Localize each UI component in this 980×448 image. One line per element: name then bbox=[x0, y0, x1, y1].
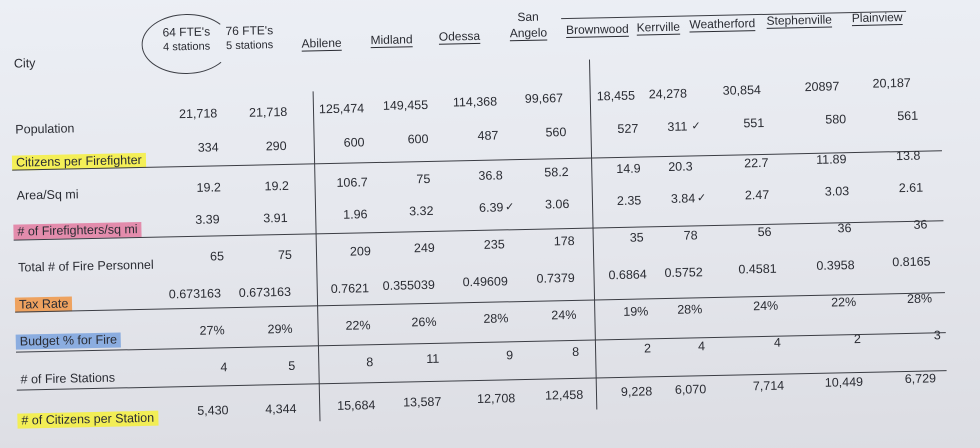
cell-personnel-weatherford: 56 bbox=[757, 224, 772, 240]
cell-budget-weatherford: 24% bbox=[753, 298, 779, 314]
cell-population-stephenville: 20897 bbox=[804, 79, 840, 95]
cell-budget-abilene: 22% bbox=[345, 318, 371, 333]
cell-tax-abilene: 0.7621 bbox=[330, 281, 370, 297]
cell-budget-plainview: 28% bbox=[906, 291, 933, 306]
header-col-2-line2: 5 stations bbox=[225, 39, 274, 53]
cell-area-weatherford: 22.7 bbox=[744, 155, 769, 171]
cell-population-weatherford: 30,854 bbox=[722, 82, 762, 98]
cell-personnel-plainview: 36 bbox=[913, 217, 928, 232]
cell-tax-kerrville: 0.5752 bbox=[664, 265, 703, 281]
cell-budget-2: 29% bbox=[267, 321, 293, 337]
header-kerrville: Kerrville bbox=[636, 19, 681, 35]
cell-cpf-plainview: 561 bbox=[897, 108, 919, 124]
cell-area-midland: 75 bbox=[416, 171, 431, 187]
city-header: City bbox=[13, 56, 36, 71]
cell-population-kerrville: 24,278 bbox=[648, 86, 688, 102]
checkmark-icon: ✓ bbox=[696, 192, 707, 205]
header-brownwood: Brownwood bbox=[565, 21, 629, 38]
cell-ffsq-plainview: 2.61 bbox=[898, 180, 924, 196]
cell-stations-plainview: 3 bbox=[933, 328, 941, 343]
cell-cps-odessa: 12,708 bbox=[476, 391, 516, 406]
header-col-2-line1: 76 FTE's bbox=[225, 23, 274, 39]
cell-cps-plainview: 6,729 bbox=[904, 371, 937, 387]
cell-tax-1: 0.673163 bbox=[168, 286, 222, 302]
cell-tax-stephenville: 0.3958 bbox=[816, 258, 855, 273]
cell-cpf-1: 334 bbox=[197, 140, 219, 155]
cell-personnel-odessa: 235 bbox=[483, 237, 505, 252]
cell-cps-1: 5,430 bbox=[197, 403, 229, 418]
row-rule-3 bbox=[15, 292, 945, 313]
header-odessa: Odessa bbox=[438, 28, 481, 44]
row-label-population: Population bbox=[15, 121, 75, 137]
cell-budget-midland: 26% bbox=[411, 314, 437, 330]
row-label-citizens-per-station: # of Citizens per Station bbox=[17, 411, 158, 428]
cell-cps-brownwood: 9,228 bbox=[620, 384, 653, 399]
row-label-fire-stations: # of Fire Stations bbox=[20, 370, 116, 387]
cell-cpf-stephenville: 580 bbox=[825, 112, 847, 127]
cell-area-2: 19.2 bbox=[264, 178, 290, 194]
cell-cps-weatherford: 7,714 bbox=[752, 378, 785, 394]
cell-cps-kerrville: 6,070 bbox=[674, 382, 707, 397]
cell-stations-kerrville: 4 bbox=[697, 339, 706, 354]
cell-ffsq-midland: 3.32 bbox=[408, 203, 434, 219]
cell-tax-2: 0.673163 bbox=[238, 284, 292, 300]
cell-area-kerrville: 20.3 bbox=[668, 159, 693, 174]
cell-area-brownwood: 14.9 bbox=[616, 161, 641, 177]
header-stephenville: Stephenville bbox=[766, 12, 833, 28]
cell-budget-san-angelo: 24% bbox=[551, 307, 577, 323]
cell-tax-weatherford: 0.4581 bbox=[738, 261, 777, 277]
cell-population-san-angelo: 99,667 bbox=[524, 91, 564, 106]
header-san-angelo-line1: San bbox=[517, 9, 539, 25]
cell-personnel-kerrville: 78 bbox=[683, 228, 698, 243]
cell-cpf-midland: 600 bbox=[407, 131, 429, 147]
cell-area-abilene: 106.7 bbox=[336, 175, 368, 190]
header-col-1-line2: 4 stations bbox=[162, 40, 211, 54]
row-label-firefighters-per-sq-mi: # of Firefighters/sq mi bbox=[13, 222, 141, 239]
row-label-citizens-per-firefighter: Citizens per Firefighter bbox=[12, 153, 146, 170]
header-abilene: Abilene bbox=[301, 35, 342, 51]
cell-cpf-san-angelo: 560 bbox=[545, 125, 567, 140]
cell-population-brownwood: 18,455 bbox=[596, 88, 636, 104]
cell-personnel-san-angelo: 178 bbox=[553, 233, 575, 249]
cell-ffsq-brownwood: 2.35 bbox=[616, 193, 642, 209]
cell-stations-stephenville: 2 bbox=[853, 331, 862, 347]
header-col-1-line1: 64 FTE's bbox=[162, 24, 211, 40]
cell-area-san-angelo: 58.2 bbox=[544, 165, 569, 180]
cell-personnel-2: 75 bbox=[277, 247, 293, 263]
cell-stations-brownwood: 2 bbox=[643, 341, 652, 356]
cell-ffsq-weatherford: 2.47 bbox=[744, 187, 770, 203]
cell-population-abilene: 125,474 bbox=[318, 101, 365, 117]
cell-personnel-stephenville: 36 bbox=[837, 221, 852, 236]
cell-area-odessa: 36.8 bbox=[478, 168, 503, 183]
cell-cpf-odessa: 487 bbox=[477, 128, 499, 143]
cell-stations-abilene: 8 bbox=[366, 355, 374, 370]
cell-cps-stephenville: 10,449 bbox=[824, 374, 864, 390]
checkmark-icon: ✓ bbox=[691, 120, 701, 133]
header-weatherford: Weatherford bbox=[689, 16, 756, 32]
cell-cpf-2: 290 bbox=[265, 138, 287, 154]
cell-cpf-weatherford: 551 bbox=[743, 115, 765, 131]
cell-personnel-midland: 249 bbox=[413, 240, 435, 256]
row-label-total-fire-personnel: Total # of Fire Personnel bbox=[18, 257, 154, 275]
cell-stations-2: 5 bbox=[288, 358, 296, 373]
cell-budget-kerrville: 28% bbox=[677, 302, 703, 317]
cell-area-plainview: 13.8 bbox=[895, 148, 921, 164]
cell-population-odessa: 114,368 bbox=[452, 94, 498, 110]
cell-stations-weatherford: 4 bbox=[773, 335, 782, 350]
cell-ffsq-stephenville: 3.03 bbox=[824, 184, 850, 199]
column-divider-2 bbox=[589, 60, 598, 410]
cell-population-1: 21,718 bbox=[178, 106, 218, 122]
cell-ffsq-abilene: 1.96 bbox=[343, 207, 368, 222]
header-midland: Midland bbox=[370, 32, 413, 48]
cell-tax-brownwood: 0.6864 bbox=[608, 267, 647, 283]
cell-stations-san-angelo: 8 bbox=[571, 344, 580, 359]
checkmark-icon: ✓ bbox=[504, 201, 515, 214]
cell-tax-plainview: 0.8165 bbox=[892, 254, 931, 270]
cell-budget-brownwood: 19% bbox=[623, 304, 649, 319]
cell-cpf-abilene: 600 bbox=[343, 135, 365, 150]
cell-cps-midland: 13,587 bbox=[402, 394, 442, 410]
cell-stations-1: 4 bbox=[220, 360, 228, 375]
cell-cps-2: 4,344 bbox=[265, 401, 297, 417]
cell-personnel-abilene: 209 bbox=[349, 244, 371, 259]
cell-ffsq-odessa: 6.39 bbox=[478, 200, 504, 215]
cell-personnel-1: 65 bbox=[209, 249, 225, 264]
cell-cpf-brownwood: 527 bbox=[617, 121, 639, 136]
cell-ffsq-1: 3.39 bbox=[195, 212, 220, 227]
cell-population-midland: 149,455 bbox=[382, 97, 429, 113]
cell-ffsq-san-angelo: 3.06 bbox=[544, 197, 570, 212]
cell-cpf-kerrville: 311 bbox=[667, 119, 688, 134]
row-rule-4 bbox=[16, 332, 946, 356]
row-label-area: Area/Sq mi bbox=[16, 187, 79, 203]
cell-cps-abilene: 15,684 bbox=[337, 398, 376, 413]
column-divider-1 bbox=[313, 91, 321, 421]
cell-budget-1: 27% bbox=[199, 323, 225, 338]
cell-population-2: 21,718 bbox=[248, 104, 288, 120]
row-label-tax-rate: Tax Rate bbox=[15, 296, 73, 312]
row-label-budget-for-fire: Budget % for Fire bbox=[16, 332, 122, 349]
cell-budget-stephenville: 22% bbox=[830, 295, 857, 310]
cell-area-stephenville: 11.89 bbox=[815, 152, 847, 167]
cell-budget-odessa: 28% bbox=[483, 311, 509, 326]
cell-tax-san-angelo: 0.7379 bbox=[536, 270, 575, 286]
header-san-angelo-line2: Angelo bbox=[509, 25, 548, 41]
header-plainview: Plainview bbox=[851, 10, 903, 26]
cell-stations-midland: 11 bbox=[426, 351, 440, 367]
cell-area-1: 19.2 bbox=[196, 180, 222, 195]
cell-population-plainview: 20,187 bbox=[872, 75, 911, 91]
cell-tax-midland: 0.355039 bbox=[382, 277, 435, 293]
cell-stations-odessa: 9 bbox=[506, 348, 514, 363]
cell-personnel-brownwood: 35 bbox=[629, 230, 644, 245]
cell-ffsq-kerrville: 3.84 bbox=[670, 191, 696, 206]
cell-ffsq-2: 3.91 bbox=[263, 210, 288, 226]
cell-cps-san-angelo: 12,458 bbox=[544, 387, 584, 403]
cell-tax-odessa: 0.49609 bbox=[462, 274, 508, 290]
